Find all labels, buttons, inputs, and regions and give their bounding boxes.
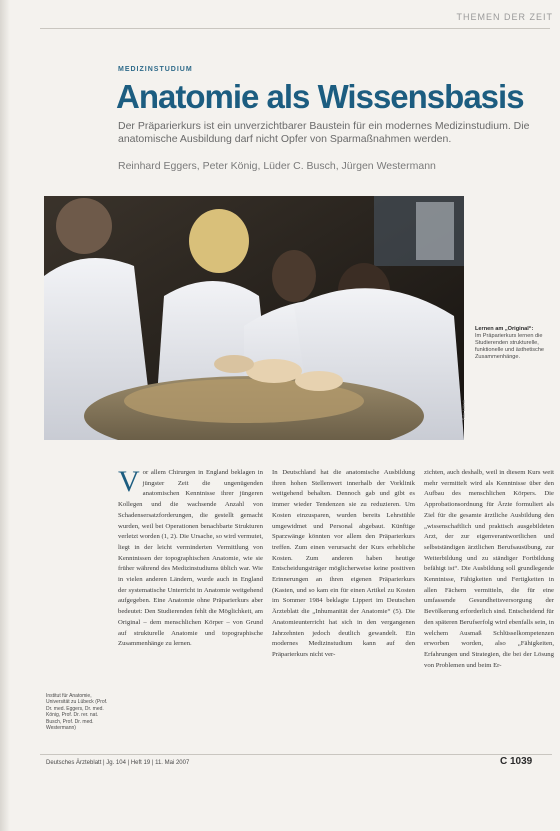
body-column-2 [272,468,415,661]
body-column-1-text: or allem Chirurgen in England beklagen in jüngster Zeit die ungenügenden anatomischen Kenntnisse ihrer jüngeren Kollegen und die wachsende Anzahl von Schadensersatzforderungen, die gestellt gemacht wurden, weil bei Operationen benachbarte Strukturen verletzt worden (1, 2). Die Ursache, so wird vermutet, liegt in der leicht verminderten Vermittlung von Kenntnissen der topographischen Anatomie, wie sie früher während des Medizinstudiums üblich war. Wie in vielen anderen Ländern, wurde auch in England der systematische Unterricht in Anatomie weitgehend aufgegeben. Eine Anatomie ohne Präparierkurs aber bedeutet: Den Studierenden fehlt die Möglichkeit, am Original – dem menschlichen Körper – von Grund auf strukturelle Anatomie und topographische Zusammenhänge zu lernen. [118,469,263,648]
journal-citation: Deutsches Ärzteblatt | Jg. 104 | Heft 19 | 11. Mai 2007 [46,760,190,766]
photo-caption-body: Im Präparierkurs lernen die Studierenden strukturelle, funktionelle und ästhetische Zusammenhänge. [475,333,545,360]
footer-divider [40,754,552,755]
author-affiliation: Institut für Anatomie, Universität zu Lübeck (Prof. Dr. med. Eggers, Dr. med. König, Prof. Dr. rer. nat. Busch, Prof. Dr. med. Westermann) [46,693,108,732]
body-column-3 [424,468,554,671]
article-subtitle: Der Präparierkurs ist ein unverzichtbarer Baustein für ein modernes Medizinstudium. Die anatomische Ausbildung darf nicht Opfer von Sparmaßnahmen werden. [118,120,530,145]
drop-cap: V [118,465,140,498]
article-kicker: MEDIZINSTUDIUM [118,66,193,73]
photo-illustration [44,196,464,440]
dissection-photo [44,196,464,440]
article-authors: Reinhard Eggers, Peter König, Lüder C. Busch, Jürgen Westermann [118,160,436,172]
article-title: Anatomie als Wissensbasis [116,78,524,115]
body-column-1 [118,465,263,650]
photo-caption [475,326,555,361]
section-header: THEMEN DER ZEIT [456,12,553,22]
header-divider [40,28,550,29]
photo-caption-head: Lernen am „Original“: [475,326,534,332]
page-number: C 1039 [500,756,533,767]
body-column-3-text: zichten, auch deshalb, weil in diesem Kurs weit mehr vermittelt wird als Kenntnisse über den Aufbau des menschlichen Körpers. Die Approbationsordnung für Ärzte formuliert als Ziel für die gesamte ärztliche Ausbildung den „wissenschaftlich und praktisch ausgebildeten Arzt, der zur eigenverantwortlichen und selbstständigen ärztlichen Berufsausübung, zur Weiterbildung und zu ständiger Fortbildung befähigt ist“. Die Ausbildung soll grundlegende Kenntnisse, Fähigkeiten und Fertigkeiten in allen Fächern vermitteln, die für eine umfassende Gesundheitsversorgung der Bevölkerung erforderlich sind. Entscheidend für den späteren Berufserfolg wird ebenfalls sein, in welchem Ausmaß Schlüsselkompetenzen erworben worden, also „Fähigkeiten, Erfahrungen und Strategien, die bei der Lösung von Problemen und beim Er- [424,469,554,669]
body-column-2-text: In Deutschland hat die anatomische Ausbildung ihren hohen Stellenwert innerhalb der Vorklinik weitgehend behalten. Dennoch gab und gibt es immer wieder Tendenzen sie zu reduzieren. Um Kosten einzusparen, wurden bereits Lehrstühle umgewidmet und Personal abgebaut. Künftige Sparzwänge könnten vor allem den Präparierkurs treffen. Zum einen verursacht der Kurs erhebliche Kosten. Zum anderen haben heutige Entscheidungsträger möglicherweise keine positiven Erinnerungen an ihren eigenen Präparierkurs (Kasten, und so kam ein für einen Artikel zu Kosten im Sommer 1984 beklagte Lippert im Deutschen Ärzteblatt die „Inhumanität der Anatomie“ (5). Die Anatomieunterricht hat sich in den vergangenen Jahrzehnten jedoch deutlich gewandelt. Ein modernes Medizinstudium kann auf den Präparierkurs nicht ver- [272,469,415,658]
photo-credit: Foto: Lübeck [462,399,466,420]
